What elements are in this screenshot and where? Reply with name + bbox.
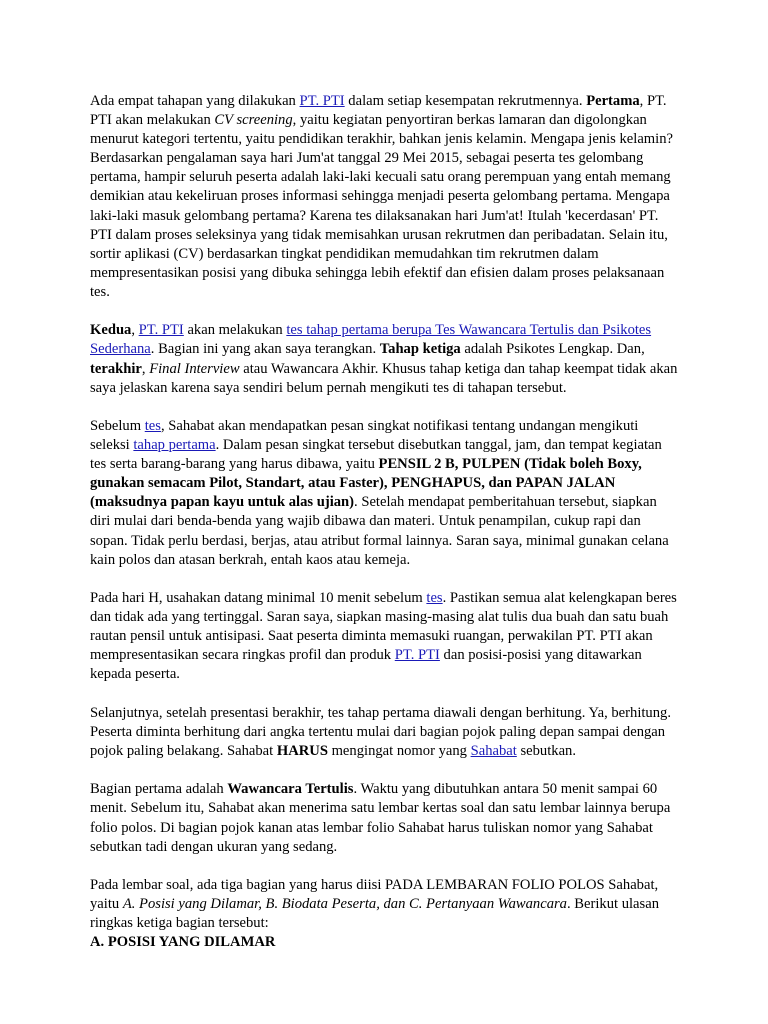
text-run: . Berikut ulasan ringkas ketiga bagian tersebut: (90, 896, 659, 932)
inline-link[interactable]: tahap pertama (133, 437, 216, 454)
section-heading: A. POSISI YANG DILAMAR (90, 934, 276, 951)
bold-text: Wawancara Tertulis (227, 781, 354, 798)
italic-text: CV screening (214, 112, 293, 129)
text-run: . Bagian ini yang akan saya terangkan. (150, 341, 380, 358)
text-run: sebutkan. (516, 743, 576, 759)
text-run: Ada empat tahapan yang dilakukan (90, 93, 300, 109)
paragraph (90, 589, 680, 684)
inline-link[interactable]: PT. PTI (299, 93, 345, 109)
document-body (90, 92, 680, 952)
text-run: Pada lembar soal, ada tiga bagian yang harus diisi PADA LEMBARAN FOLIO POLOS Sahabat, yaitu (90, 877, 659, 913)
bold-text: PENSIL 2 B, PULPEN (Tidak boleh Boxy, gunakan semacam Pilot, Standart, atau Faster), PENGHAPUS, dan PAPAN JALAN (maksudnya papan kayu untuk alas ujian) (90, 456, 642, 511)
inline-link[interactable]: PT. PTI (394, 647, 440, 664)
text-run: Selanjutnya, setelah presentasi berakhir, tes tahap pertama diawali dengan berhitung. Ya, berhitung. Peserta diminta berhitung dari angka tertentu mulai dari bagian pojok paling depan sampai dengan pojok paling belakang. Sahabat (90, 704, 671, 759)
paragraph-list (90, 92, 680, 933)
text-run: , PT. PTI akan melakukan (90, 93, 667, 129)
text-run: atau Wawancara Akhir. Khusus tahap ketiga dan tahap keempat tidak akan saya jelaskan karena saya sendiri belum pernah mengikuti tes di tahapan tersebut. (90, 360, 678, 396)
text-run: . Pastikan semua alat kelengkapan beres dan tidak ada yang tertinggal. Saran saya, siapkan masing-masing alat tulis dua buah dan satu buah rautan pensil untuk antisipasi. Saat peserta diminta memasuki ruangan, perwakilan PT. PTI akan mempresentasikan secara ringkas profil dan produk (90, 590, 677, 664)
text-run: . Dalam pesan singkat tersebut disebutkan tanggal, jam, dan tempat kegiatan tes serta barang-barang yang harus dibawa, yaitu (90, 437, 662, 473)
inline-link[interactable]: PT. PTI (138, 322, 184, 339)
paragraph (90, 876, 680, 933)
text-run: Sebelum (90, 418, 145, 434)
text-run: . Waktu yang dibutuhkan antara 50 menit sampai 60 menit. Sebelum itu, Sahabat akan menerima satu lembar kertas soal dan satu lembar lainnya berupa folio polos. Di bagian pojok kanan atas lembar folio Sahabat harus tuliskan nomor yang Sahabat sebutkan tadi dengan ukuran yang sedang. (90, 781, 671, 855)
bold-text: Kedua (90, 322, 132, 339)
text-run: , (141, 360, 150, 377)
text-run: dan posisi-posisi yang ditawarkan kepada peserta. (90, 647, 642, 683)
text-run: , Sahabat akan mendapatkan pesan singkat notifikasi tentang undangan mengikuti seleksi (90, 418, 639, 454)
inline-link[interactable]: Sahabat (470, 743, 517, 759)
paragraph (90, 704, 680, 761)
inline-link[interactable]: tes (144, 418, 161, 434)
text-run: dalam setiap kesempatan rekrutmennya. (344, 93, 587, 109)
text-run: Pada hari H, usahakan datang minimal 10 menit sebelum (90, 590, 427, 607)
bold-text: HARUS (276, 743, 328, 759)
inline-link[interactable]: tes tahap pertama berupa Tes Wawancara Tertulis dan Psikotes Sederhana (90, 322, 652, 358)
text-run: Bagian pertama adalah (90, 781, 228, 798)
text-run: adalah Psikotes Lengkap. Dan, (460, 341, 645, 358)
inline-link[interactable]: tes (426, 590, 443, 607)
bold-text: Pertama (586, 93, 640, 109)
italic-text: A. Posisi yang Dilamar, B. Biodata Peserta, dan C. Pertanyaan Wawancara (122, 896, 567, 913)
text-run: , yaitu kegiatan penyortiran berkas lamaran dan digolongkan menurut kategori tertentu, yaitu pendidikan terakhir, bahkan jenis kelamin. Mengapa jenis kelamin? Berdasarkan pengalaman saya hari Jum'at tanggal 29 Mei 2015, sebagai peserta tes gelombang pertama, hampir seluruh peserta adalah laki-laki kecuali satu orang perempuan yang entah memang demikian atau kekeliruan proses informasi sehingga menjadi peserta gelombang pertama. Mengapa laki-laki masuk gelombang pertama? Karena tes dilaksanakan hari Jum'at! Itulah 'kecerdasan' PT. PTI dalam proses seleksinya yang tidak memisahkan urusan rekrutmen dan peribadatan. Selain itu, sortir aplikasi (CV) berdasarkan tingkat pendidikan memudahkan tim rekrutmen dalam mempresentasikan posisi yang dibuka sehingga lebih efektif dan efisien dalam proses pelaksanaan tes. (90, 112, 673, 300)
italic-text: Final Interview (149, 360, 240, 377)
paragraph (90, 92, 680, 302)
text-run: mengingat nomor yang (327, 743, 471, 759)
paragraph (90, 780, 680, 856)
paragraph (90, 417, 680, 570)
bold-text: terakhir (90, 360, 142, 377)
text-run: , (131, 322, 139, 339)
paragraph (90, 321, 680, 397)
text-run: . Setelah mendapat pemberitahuan tersebut, siapkan diri mulai dari benda-benda yang wajib dibawa dan materi. Untuk penampilan, cukup rapi dan sopan. Tidak perlu berdasi, berjas, atau atribut formal lainnya. Saran saya, minimal gunakan celana kain polos dan atasan berkrah, entah kaos atau kemeja. (90, 494, 669, 568)
bold-text: Tahap ketiga (379, 341, 461, 358)
text-run: akan melakukan (183, 322, 287, 339)
